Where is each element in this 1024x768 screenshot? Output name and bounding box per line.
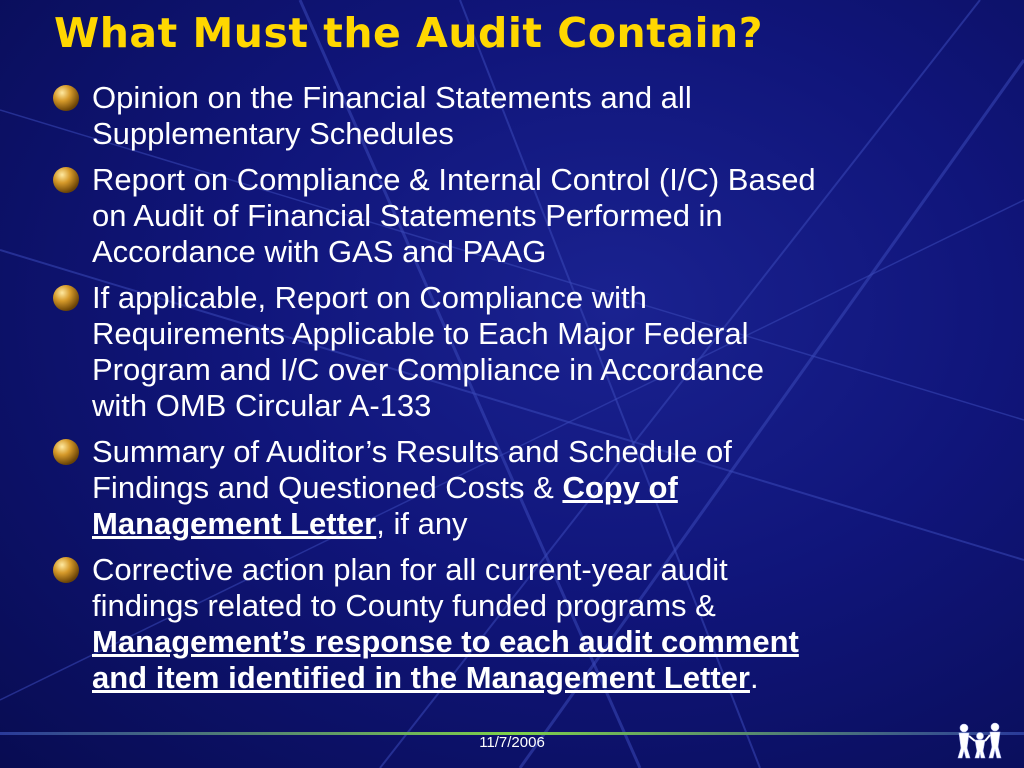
bullet-text: , if any xyxy=(376,506,468,541)
bullet-line: If applicable, Report on Compliance with xyxy=(92,280,647,315)
bullet-text: . xyxy=(749,660,759,695)
bullet-line: Requirements Applicable to Each Major Federal xyxy=(92,316,749,351)
bullet-line: Supplementary Schedules xyxy=(92,116,454,151)
bullet-sphere-icon xyxy=(52,166,80,194)
bullet-item-corrective-action xyxy=(52,552,1000,696)
bullet-line: Report on Compliance & Internal Control (I/C) Based xyxy=(92,162,816,197)
bullet-line: Corrective action plan for all current-year audit xyxy=(92,552,728,587)
bullet-sphere-icon xyxy=(52,438,80,466)
emphasis-copy-of: Copy of xyxy=(562,470,678,505)
bullet-line: findings related to County funded programs & xyxy=(92,588,716,623)
bullet-line: with OMB Circular A-133 xyxy=(92,388,432,423)
bullet-text: Findings and Questioned Costs & xyxy=(92,470,563,505)
bullet-list xyxy=(52,80,1000,706)
bullet-line: Accordance with GAS and PAAG xyxy=(92,234,547,269)
slide-title: What Must the Audit Contain? xyxy=(54,9,764,57)
bullet-sphere-icon xyxy=(52,84,80,112)
bullet-item-major-federal-program xyxy=(52,280,1000,424)
bullet-sphere-icon xyxy=(52,556,80,584)
emphasis-management-response: Management’s response to each audit comment xyxy=(92,624,799,659)
bullet-sphere-icon xyxy=(52,284,80,312)
footer-date: 11/7/2006 xyxy=(479,734,545,751)
emphasis-item-identified: and item identified in the Management Letter xyxy=(92,660,750,695)
bullet-line: on Audit of Financial Statements Performed in xyxy=(92,198,723,233)
bullet-line: Summary of Auditor’s Results and Schedule of xyxy=(92,434,732,469)
emphasis-management-letter: Management Letter xyxy=(92,506,377,541)
family-logo-icon xyxy=(954,718,1006,760)
bullet-line: Program and I/C over Compliance in Accordance xyxy=(92,352,764,387)
bullet-item-summary-results xyxy=(52,434,1000,542)
bullet-item-opinion xyxy=(52,80,1000,152)
bullet-item-report-compliance xyxy=(52,162,1000,270)
bullet-line: Opinion on the Financial Statements and all xyxy=(92,80,692,115)
